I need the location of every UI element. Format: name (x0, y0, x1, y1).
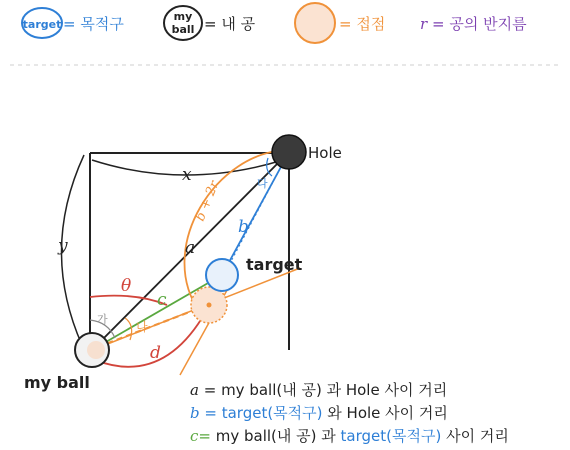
definition-b-eq: = (199, 404, 222, 422)
target-label: target (246, 255, 303, 274)
definition-b-var: b (190, 404, 200, 422)
definition-c-pre: my ball(내 공) 과 (215, 427, 341, 445)
target-legend-desc: = 목적구 (63, 15, 124, 33)
hole-label: Hole (308, 144, 342, 162)
var-b-plus-2r-label: b + 2r (192, 178, 223, 224)
var-a-label: a (185, 238, 196, 258)
target-legend-icon-label: target (22, 18, 62, 31)
angle-ga-label: 가 (97, 313, 108, 326)
myball-legend-icon-line2: ball (171, 23, 195, 36)
definition-b-text: 와 Hole 사이 거리 (322, 404, 448, 422)
var-theta-label: θ (121, 276, 132, 296)
radius-legend-var: r (420, 15, 428, 33)
definition-c-var: c (190, 427, 199, 445)
angle-na-label: 나 (136, 320, 148, 334)
definition-c-target: target(목적구) (340, 427, 442, 445)
radius-legend-desc: = 공의 반지름 (432, 15, 527, 33)
var-x-label: x (182, 165, 192, 185)
definition-c-text: 사이 거리 (441, 427, 509, 445)
definition-b-target: target(목적구) (221, 404, 323, 422)
contact-legend-icon (295, 3, 335, 43)
definition-a-var: a (190, 381, 199, 399)
definition-c-eq: = (198, 427, 216, 445)
contact-legend-desc: = 접점 (339, 15, 386, 33)
hole (272, 135, 306, 169)
myball-label: my ball (24, 373, 90, 392)
contact-point (207, 303, 212, 308)
definition-c (190, 427, 509, 445)
var-y-label: y (58, 236, 68, 256)
myball-legend-icon-line1: my (173, 10, 193, 23)
var-c-label: c (157, 290, 167, 310)
var-d-label: d (150, 343, 161, 363)
legend (22, 3, 527, 43)
definition-a-eq: = (198, 381, 222, 399)
myball-legend-desc: = 내 공 (204, 15, 256, 33)
theta-arc (90, 296, 167, 305)
target-ball (206, 259, 238, 291)
var-b-label: b (238, 217, 249, 237)
definitions (190, 381, 509, 445)
definition-a (190, 381, 447, 399)
definition-a-text: my ball(내 공) 과 Hole 사이 거리 (221, 381, 448, 399)
definition-b (190, 404, 448, 422)
my-ball-contact-shade (87, 341, 105, 359)
angle-da-label: 다 (257, 177, 268, 190)
